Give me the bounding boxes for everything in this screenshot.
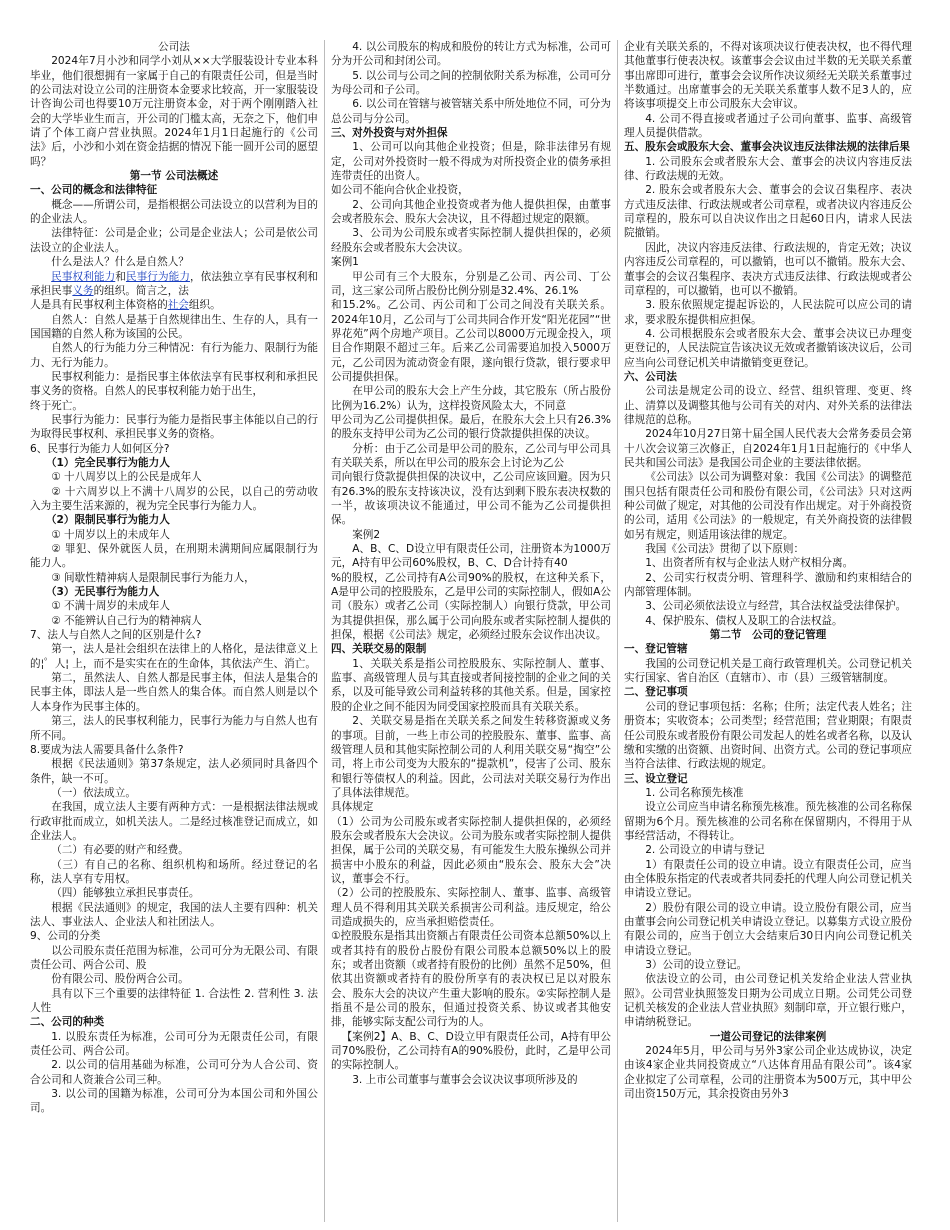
section-heading: 五、股东会或股东大会、董事会决议违反法律法规的法律后果 <box>624 141 911 154</box>
term-link[interactable]: 义务 <box>72 284 94 297</box>
paragraph: 以公司股东责任范围为标准，公司可分为无限公司、有限责任公司、两合公司、股 <box>30 944 318 971</box>
paragraph: 民事行为能力：民事行为能力是指民事主体能以自己的行为取得民事权利、承担民事义务的资格。 <box>30 413 318 441</box>
paragraph: 我国的公司登记机关是工商行政管理机关。公司登记机关实行国家、省自治区（直辖市）、市（县）三级管辖制度。 <box>624 657 912 685</box>
paragraph: 2. 以公司的信用基础为标准，公司可分为人合公司、资合公司和人资兼合公司三种。 <box>30 1059 318 1086</box>
paragraph: 1、出资者所有权与企业法人财产权相分离。 <box>645 557 854 570</box>
paragraph: 【案例2】A、B、C、D设立甲有限责任公司，A持有甲公司70%股份，乙公司持有A的90%股份，此时，乙是甲公司的实际控制人。 <box>331 1030 611 1072</box>
term-link[interactable]: 民事行为能力 <box>125 270 190 283</box>
text-column-1 <box>30 40 324 1222</box>
paragraph: 甲公司有三个大股东，分别是乙公司、丙公司、丁公司，这三家公司所占股份比例分别是32.4%、26.1% <box>331 270 611 297</box>
paragraph: 3. 股东依照规定提起诉讼的，人民法院可以应公司的请求，要求股东提供相应担保。 <box>624 299 912 326</box>
paragraph: （1）公司为公司股东或者实际控制人提供担保的，必须经股东会或者股东大会决议。公司为股东或者实际控制人提供担保，属于公司的关联交易，有可能发生大股东操纵公司并损害中小股东的利益，因此必须由“股东会、股东大会”决议，董事会不行。 <box>331 815 611 885</box>
paragraph: 1. 公司名称预先核准 <box>645 786 744 799</box>
paragraph: 什么是法人？什么是自然人？ <box>51 256 189 269</box>
paragraph: 我国《公司法》贯彻了以下原则： <box>645 543 805 556</box>
paragraph: 设立公司应当申请名称预先核准。预先核准的公司名称保留期为6个月。预先核准的公司名称在保留期内，不得用于从事经营活动，不得转让。 <box>624 801 912 842</box>
term-link[interactable]: 民事权利能力 <box>51 270 116 283</box>
text-segment: 人是具有民事权利主体资格的 <box>30 299 168 312</box>
paragraph: 案例1 <box>331 256 359 269</box>
paragraph: 2024年5月，甲公司与另外3家公司企业达成协议，决定由该4家企业共同投资成立“八达体育用品有限公司”。该4家企业拟定了公司章程，公司的注册资本为500万元，其中甲公司出资150万元，其余投资由另外3 <box>624 1045 912 1101</box>
paragraph <box>30 270 318 299</box>
paragraph: 1）有限责任公司的设立申请。设立有限责任公司，应当由全体股东指定的代表或者共同委托的代理人向公司登记机关申请设立登记。 <box>624 858 912 900</box>
paragraph: 司向银行贷款提供担保的决议中，乙公司应该回避。因为只有26.3%的股东支持该决议，没有达到剩下股东表决权数的一半，故该项决议不能通过，甲公司不能为乙公司提供担保。 <box>331 471 611 527</box>
paragraph: ② 不能辨认自己行为的精神病人 <box>51 614 202 627</box>
paragraph: 3. 上市公司董事与董事会会议决议事项所涉及的 <box>352 1073 578 1086</box>
paragraph: 民事权利能力：是指民事主体依法享有民事权利和承担民事义务的资格。自然人的民事权利能力始于出生， <box>30 370 318 398</box>
paragraph: 在我国，成立法人主要有两种方式：一是根据法律法规或行政审批而成立，如机关法人。二是经过核准登记而成立，如企业法人。 <box>30 801 318 842</box>
paragraph: 自然人：自然人是基于自然规律出生、生存的人，具有一国国籍的自然人称为该国的公民。 <box>30 313 318 340</box>
paragraph: 公司法是规定公司的设立、经营、组织管理、变更、终止、清算以及调整其他与公司有关的对内、对外关系的法律法律规范的总称。 <box>624 385 912 426</box>
paragraph: 1. 以股东责任为标准，公司可分为无限责任公司，有限责任公司、两合公司。 <box>30 1030 318 1058</box>
paragraph: 份有限公司、股份两合公司。 <box>51 973 189 986</box>
section-heading: （1）完全民事行为能力人 <box>45 456 170 469</box>
paragraph: 终于死亡。 <box>30 399 83 412</box>
paragraph: ①控股股东是指其出资额占有限责任公司资本总额50%以上或者其持有的股份占股份有限公司股本总额50%以上的股东；或者出资额（或者持有股份的比例）虽然不足50%，但依其出资额或者持有的股份所享有的表决权已足以对股东会、股东大会的决议产生重大影响的股东。②实际控制人是指虽不是公司的股东，但通过投资关系、协议或者其他安排，能够实际支配公司行为的人。 <box>331 930 611 1029</box>
paragraph: A、B、C、D设立甲有限责任公司，注册资本为1000万元，A持有甲公司60%股权，B、C、D合计持有40 <box>331 543 611 570</box>
section-heading: 六、公司法 <box>624 370 677 383</box>
paragraph: 和15.2%。乙公司、丙公司和丁公司之间没有关联关系。2024年10月，乙公司与丁公司共同合作开发“阳光花园”“世界花苑”两个房地产项目。乙公司以8000万元现金投入，项目合作期限不超过三年。后来乙公司需要追加投入5000万元，乙公司因为流动资金有限，遂向银行贷款，银行要求甲公司提供担保。 <box>331 299 611 383</box>
paragraph: 9、公司的分类 <box>30 930 101 943</box>
paragraph: （一）依法成立。 <box>51 786 136 799</box>
paragraph: 因此，决议内容违反法律、行政法规的，肯定无效；决议内容违反公司章程的，可以撤销，也可以不撤销。股东大会、董事会的会议召集程序、表决方式违反法律、行政法规或者公司章程的，可以撤销，也可以不撤销。 <box>624 241 912 297</box>
paragraph: 2024年10月27日第十届全国人民代表大会常务委员会第十八次会议第三次修正，自2024年1月1日起施行的《中华人民共和国公司法》是我国公司企业的主要法律依据。 <box>624 428 912 469</box>
paragraph: 具有以下三个重要的法律特征 1. 合法性 2. 营利性 3. 法人性 <box>30 987 318 1015</box>
paragraph: 1、关联关系是指公司控股股东、实际控制人、董事、监事、高级管理人员与其直接或者间接控制的企业之间的关系，以及可能导致公司利益转移的其他关系。但是，国家控股的企业之间不能因为同受国家控股而具有关联关系。 <box>331 657 611 713</box>
paragraph: %的股权，乙公司持有A公司90%的股权，在这种关系下，A是甲公司的控股股东，乙是甲公司的实际控制人，假如A公司（股东）或者乙公司（实际控制人）向银行贷款，甲公司为其提供担保，那么属于公司向股东或者实际控制人提供的担保，根据《公司法》规定，必须经过股东会议作出决议。 <box>331 571 611 642</box>
paragraph: 公司的登记事项包括：名称；住所；法定代表人姓名；注册资本；实收资本；公司类型；经营范围；营业期限；有限责任公司股东或者股份有限公司发起人的姓名或者名称，以及认缴和实缴的出资额、出资时间、出资方式。公司的登记事项应当符合法律、行政法规的规定。 <box>624 700 912 771</box>
term-link[interactable]: 社会 <box>167 299 189 312</box>
paragraph: 根据《民法通则》第37条规定，法人必须同时具备四个条件，缺一不可。 <box>30 758 318 785</box>
paragraph: 2. 股东会或者股东大会、董事会的会议召集程序、表决方式违反法律、行政法规或者公司章程，或者决议内容违反公司章程的，股东可以自决议作出之日起60日内，请求人民法院撤销。 <box>624 184 912 240</box>
paragraph: 6、民事行为能力人如何区分? <box>30 442 170 455</box>
paragraph: 如公司不能向合伙企业投资， <box>331 184 469 197</box>
paragraph: 6. 以公司在管辖与被管辖关系中所处地位不同，可分为总公司与分公司。 <box>331 98 611 125</box>
paragraph: 2）股份有限公司的设立申请。设立股份有限公司，应当由董事会向公司登记机关申请设立登记。以募集方式设立股份有限公司的，应当于创立大会结束后30日内向公司登记机关申请设立登记。 <box>624 901 912 957</box>
section-heading: 一、登记管辖 <box>624 643 688 656</box>
text-segment: ，依法独立享有民事权利和承担民事 <box>30 270 319 297</box>
paragraph: 2、公司向其他企业投资或者为他人提供担保，由董事会或者股东会、股东大会决议，且不得超过规定的限额。 <box>331 198 611 226</box>
section-heading: 第二节 公司的登记管理 <box>709 629 827 642</box>
paragraph <box>30 298 318 312</box>
paragraph: ② 十六周岁以上不满十八周岁的公民，以自己的劳动收入为主要生活来源的，视为完全民事行为能力人。 <box>30 485 318 512</box>
paragraph: 公司法 <box>158 41 190 53</box>
paragraph: ① 十周岁以上的未成年人 <box>51 528 170 541</box>
paragraph: 1、公司可以向其他企业投资；但是，除非法律另有规定，公司对外投资时一般不得成为对所投资企业的债务承担连带责任的出资人。 <box>331 141 611 183</box>
paragraph: （2）公司的控股股东、实际控制人、董事、监事、高级管理人员不得利用其关联关系损害公司利益。违反规定，给公司造成损失的，应当承担赔偿责任。 <box>331 887 611 928</box>
section-heading: 三、对外投资与对外担保 <box>331 127 448 140</box>
paragraph: 在甲公司的股东大会上产生分歧，其它股东（所占股份比例为16.2%）认为，这样投资风险太大，不同意 <box>331 385 611 412</box>
paragraph: 2024年7月小沙和同学小刘从××大学服装设计专业本科毕业，他们很想拥有一家属于自己的有限责任公司，但是当时的公司法对设立公司的注册资本金要求比较高，开一家服装设计咨询公司也得要10万元注册资本金，对于两个刚刚踏入社会的大学毕业生而言，开公司的门槛太高，无奈之下，他们申请了个体工商户营业执照。2024年1月1日起施行的《公司法》后，小沙和小刘在资金拮据的情况下能一圆开公司的愿望吗？ <box>30 55 318 168</box>
paragraph: 《公司法》以公司为调整对象：我国《公司法》的调整范围只包括有限责任公司和股份有限公司，《公司法》只对这两种公司做了规定，对其他的公司没有作出规定。对于外商投资的公司，适用《公司法》的一般规定，有关外商投资的法律假如另有规定，则适用该法律的规定。 <box>624 471 912 541</box>
paragraph: 第三，法人的民事权利能力，民事行为能力与自然人也有所不同。 <box>30 715 318 742</box>
section-heading: 一道公司登记的法律案例 <box>709 1030 827 1043</box>
paragraph: 4. 公司不得直接或者通过子公司向董事、监事、高级管理人员提供借款。 <box>624 112 912 140</box>
section-heading: （2）限制民事行为能力人 <box>45 514 170 527</box>
paragraph: 根据《民法通则》的规定，我国的法人主要有四种：机关法人、事业法人、企业法人和社团法人。 <box>30 901 318 928</box>
paragraph: 甲公司为乙公司提供担保。最后，在股东大会上只有26.3%的股东支持甲公司为乙公司的银行贷款提供担保的决议。 <box>331 413 611 441</box>
paragraph: 具体规定 <box>331 801 374 814</box>
paragraph: 3. 以公司的国籍为标准，公司可分为本国公司和外国公司。 <box>30 1088 318 1115</box>
section-heading: 第一节 公司法概述 <box>129 170 219 183</box>
paragraph: 第二，虽然法人、自然人都是民事主体，但法人是集合的民事主体，即法人是一些自然人的集合体。而自然人则是以个人本身作为民事主体的。 <box>30 672 318 713</box>
section-heading: 四、关联交易的限制 <box>331 643 427 656</box>
paragraph: ③ 间歇性精神病人是限制民事行为能力人， <box>51 571 255 584</box>
paragraph: 2、关联交易是指在关联关系之间发生转移资源或义务的事项。目前，一些上市公司的控股股东、董事、监事、高级管理人员和其他实际控制公司的人利用关联交易“掏空”公司，将上市公司变为大股东的“提款机”，侵害了公司、股东和银行等债权人的利益。因此，公司法对关联交易行为作出了具体法律规范。 <box>331 715 611 799</box>
paragraph: 8.要成为法人需要具备什么条件? <box>30 743 184 756</box>
text-column-2 <box>324 40 618 1222</box>
paragraph: 第一，法人是社会组织在法律上的人格化，是法律意义上的¦゜人¦ 上，而不是实实在在的生命体，其依法产生、消亡。 <box>30 643 318 670</box>
paragraph: 7、法人与自然人之间的区别是什么? <box>30 629 202 642</box>
text-segment: 和 <box>115 270 126 283</box>
paragraph: 1. 公司股东会或者股东大会、董事会的决议内容违反法律、行政法规的无效。 <box>624 155 912 183</box>
paragraph: 4. 以公司股东的构成和股份的转让方式为标准，公司可分为开公司和封闭公司。 <box>331 41 611 68</box>
text-segment: 组织。 <box>188 299 221 312</box>
paragraph: ① 不满十周岁的未成年人 <box>51 600 170 613</box>
paragraph: 3、公司必须依法设立与经营，其合法权益受法律保护。 <box>645 600 907 613</box>
paragraph: 3）公司的设立登记。 <box>645 959 748 971</box>
section-heading: 二、公司的种类 <box>30 1016 105 1029</box>
paragraph: （三）有自己的名称、组织机构和场所。经过登记的名称，法人享有专用权。 <box>30 858 318 885</box>
text-column-3 <box>618 40 912 1222</box>
section-heading: 三、设立登记 <box>624 772 688 785</box>
paragraph: （四）能够独立承担民事责任。 <box>51 887 200 900</box>
paragraph: 企业有关联关系的，不得对该项决议行使表决权，也不得代理其他董事行使表决权。该董事会会议由过半数的无关联关系董事出席即可进行，董事会会议所作决议须经无关联关系董事过半数通过。出席董事会的无关联关系董事人数不足3人的，应将该事项提交上市公司股东大会审议。 <box>624 41 912 111</box>
section-heading: （3）无民事行为能力人 <box>45 586 160 599</box>
paragraph: 自然人的行为能力分三种情况：有行为能力、限制行为能力、无行为能力。 <box>30 342 318 369</box>
paragraph: 5. 以公司与公司之间的控制依附关系为标准，公司可分为母公司和子公司。 <box>331 69 611 97</box>
paragraph: （二）有必要的财产和经费。 <box>51 844 189 857</box>
paragraph: 2. 公司设立的申请与登记 <box>645 844 765 857</box>
paragraph: ① 十八周岁以上的公民是成年人 <box>51 471 202 484</box>
section-heading: 一、公司的概念和法律特征 <box>30 184 158 197</box>
section-heading: 二、登记事项 <box>624 686 688 699</box>
paragraph: 概念——所谓公司，是指根据公司法设立的以营利为目的的企业法人。 <box>30 198 318 226</box>
paragraph: 依法设立的公司，由公司登记机关发给企业法人营业执照》。公司营业执照签发日期为公司成立日期。公司凭公司登记机关核发的企业法人营业执照》刻制印章，开立银行账户，申请纳税登记。 <box>624 973 912 1029</box>
paragraph: 3、公司为公司股东或者实际控制人提供担保的，必须经股东会或者股东大会决议。 <box>331 227 611 254</box>
paragraph: 法律特征：公司是企业；公司是企业法人；公司是依公司法设立的企业法人。 <box>30 227 318 254</box>
paragraph: 案例2 <box>352 528 381 541</box>
paragraph: 4、保护股东、债权人及职工的合法权益。 <box>645 614 843 627</box>
paragraph: 4. 公司根据股东会或者股东大会、董事会决议已办理变更登记的，人民法院宣告该决议无效或者撤销该决议后，公司应当向公司登记机关申请撤销变更登记。 <box>624 327 912 369</box>
paragraph: ② 罪犯、保外就医人员，在刑期未满期间应属限制行为能力人。 <box>30 543 318 570</box>
paragraph: 2、公司实行权责分明、管理科学、激励和约束相结合的内部管理体制。 <box>624 571 912 599</box>
text-segment: 的组织。简言之，法 <box>93 284 189 297</box>
paragraph: 分析：由于乙公司是甲公司的股东，乙公司与甲公司具有关联关系，所以在甲公司的股东会上讨论为乙公 <box>331 442 611 469</box>
